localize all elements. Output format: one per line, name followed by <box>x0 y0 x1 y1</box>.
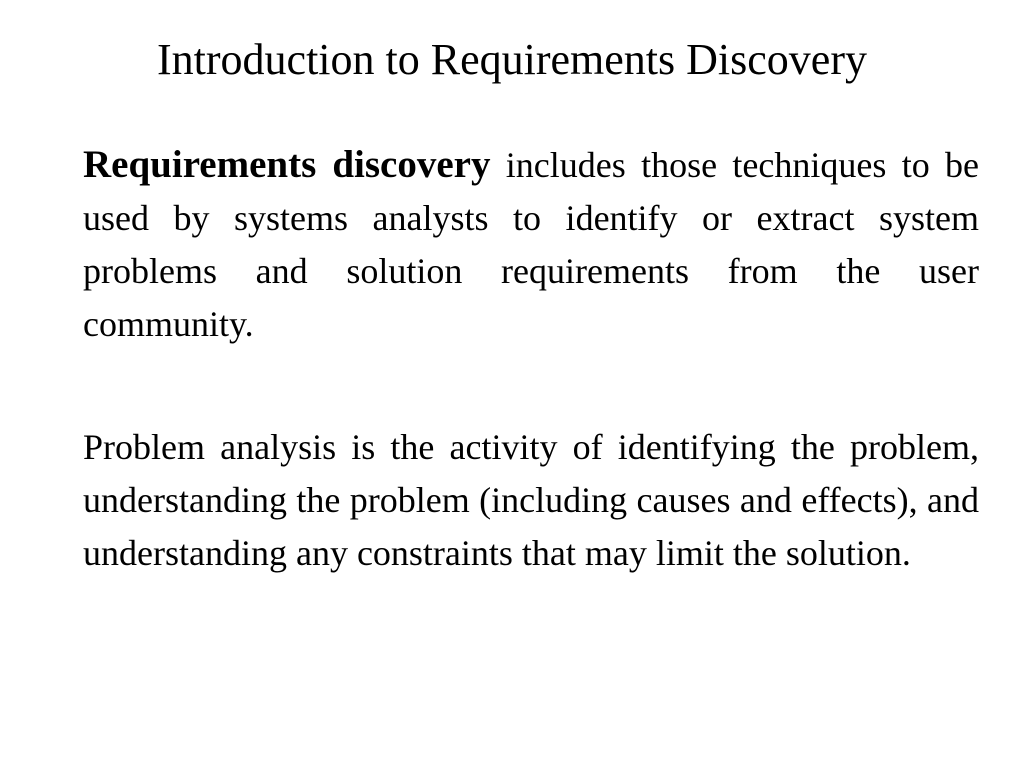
paragraph-2-text: Problem analysis is the activity of identifying the problem, understanding the problem (including causes and effects), and understanding any constraints that may limit the solution. <box>83 427 979 573</box>
slide-title: Introduction to Requirements Discovery <box>157 35 867 84</box>
paragraph-requirements-discovery <box>83 138 979 351</box>
slide-body <box>83 138 979 580</box>
term-requirements-discovery: Requirements discovery <box>83 143 491 186</box>
paragraph-1-text: includes those techniques to be used by systems analysts to identify or extract system problems and solution requirements from the user community. <box>83 145 979 344</box>
paragraph-problem-analysis <box>83 421 979 580</box>
